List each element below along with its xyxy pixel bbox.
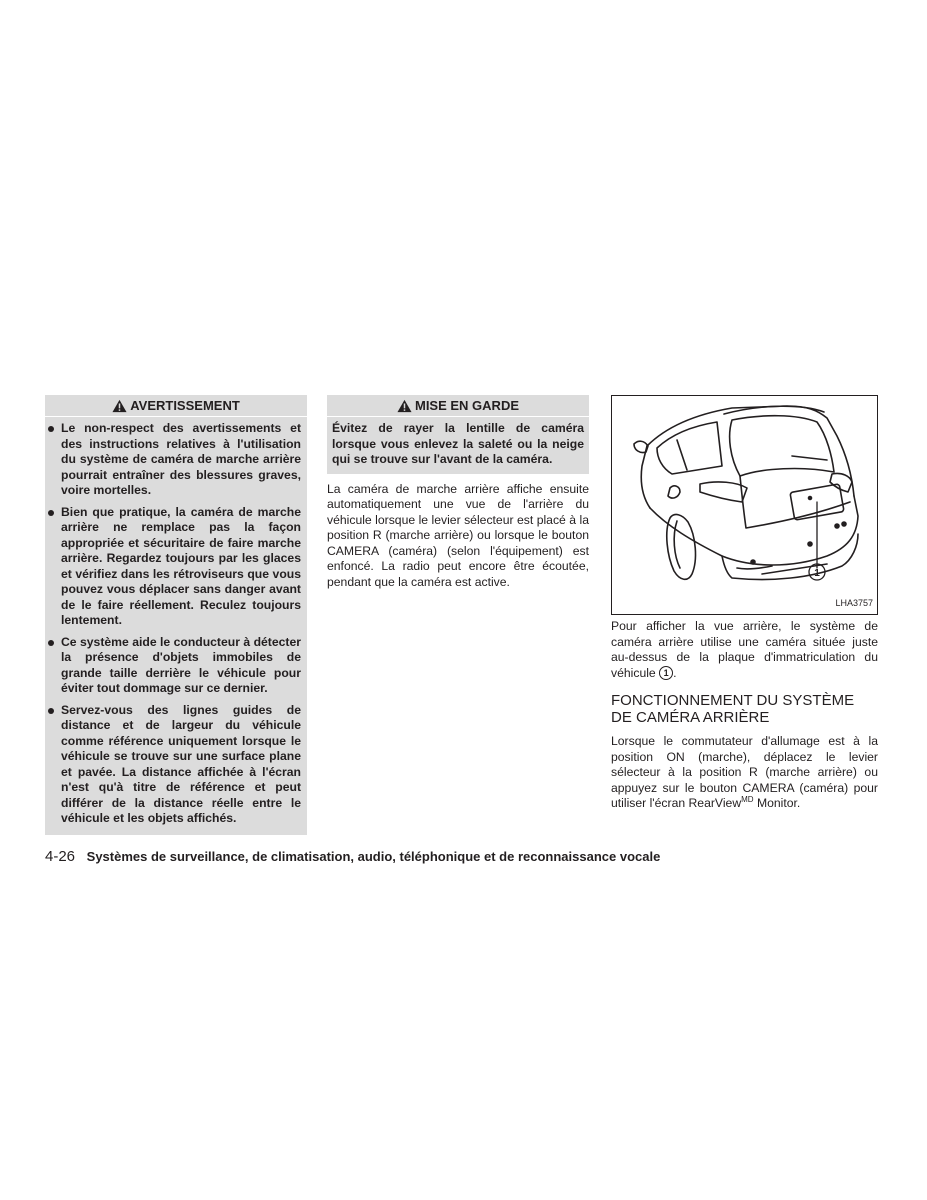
warning-triangle-icon <box>397 399 412 413</box>
footer-title: Systèmes de surveillance, de climatisation, audio, téléphonique et de reconnaissance vocale <box>86 849 661 864</box>
camera-description: La caméra de marche arrière affiche ensuite automatiquement une vue de l'arrière du véhicule lorsque le levier sélecteur est placé à la position R (marche arrière) ou lorsque le bouton CAMERA (caméra) (selon l'équipement) est enfoncé. La radio peut encore être écoutée, pendant que la caméra est active. <box>327 481 589 589</box>
figure-code: LHA3757 <box>835 597 873 608</box>
column-3 <box>611 395 878 812</box>
section-title-line-2: DE CAMÉRA ARRIÈRE <box>611 709 770 726</box>
warning-item-3: Ce système aide le conducteur à détecter la présence d'objets immobiles de grande taille derrière le véhicule pour éviter tout dommage sur ce dernier. <box>61 634 301 695</box>
section-text-sup: MD <box>741 794 754 804</box>
page-footer <box>45 848 895 866</box>
warning-item-2: Bien que pratique, la caméra de marche arrière ne remplace pas la façon appropriée et sécuritaire de faire marche arrière. Regardez toujours par les glaces et vérifiez dans les rétroviseurs que vous pouvez vous déplacer sans danger avant de le faire réellement. Reculez toujours lentement. <box>61 504 301 627</box>
section-text <box>611 734 878 812</box>
warning-header <box>45 395 307 417</box>
figure-callout-1: 1 <box>814 568 820 579</box>
section-text-end: Monitor. <box>753 796 801 810</box>
column-2 <box>327 395 589 590</box>
vehicle-rear-figure <box>611 395 878 615</box>
warning-item-1: Le non-respect des avertissements et des instructions relatives à l'utilisation du système de caméra de marche arrière pourrait entraîner des blessures graves, voire mortelles. <box>61 421 301 497</box>
warning-item-4: Servez-vous des lignes guides de distance et de largeur du véhicule comme référence uniquement lorsque le véhicule se trouve sur une surface plane et pavée. La distance affichée à l'écran n'est qu'à titre de référence et peut différer de la distance réelle entre le véhicule et les objets affichés. <box>61 702 301 825</box>
caption-callout: 1 <box>659 666 673 680</box>
vehicle-rear-illustration <box>612 396 877 614</box>
section-text-main: Lorsque le commutateur d'allumage est à la position ON (marche), déplacez le levier sélecteur à la position R (marche arrière) ou appuyez sur le bouton CAMERA (caméra) pour utiliser l'écran RearView <box>611 734 878 810</box>
warning-list <box>45 417 307 827</box>
warning-title: AVERTISSEMENT <box>130 398 240 413</box>
caption-text: Pour afficher la vue arrière, le système de caméra arrière utilise une caméra située juste au-dessus de la plaque d'immatriculation du véhicule <box>611 619 878 680</box>
column-1 <box>45 395 307 835</box>
section-title <box>611 692 878 726</box>
page-number: 4-26 <box>45 848 76 865</box>
caution-text: Évitez de rayer la lentille de caméra lorsque vous enlevez la saleté ou la neige qui se trouve sur l'avant de la caméra. <box>332 421 584 466</box>
caption-end: . <box>673 665 677 680</box>
caution-title: MISE EN GARDE <box>414 398 519 413</box>
warning-triangle-icon <box>112 399 127 413</box>
warning-box <box>45 395 307 835</box>
figure-caption <box>611 619 878 681</box>
caution-box <box>327 395 589 474</box>
caution-header <box>327 395 589 417</box>
section-title-line-1: FONCTIONNEMENT DU SYSTÈME <box>611 692 855 709</box>
